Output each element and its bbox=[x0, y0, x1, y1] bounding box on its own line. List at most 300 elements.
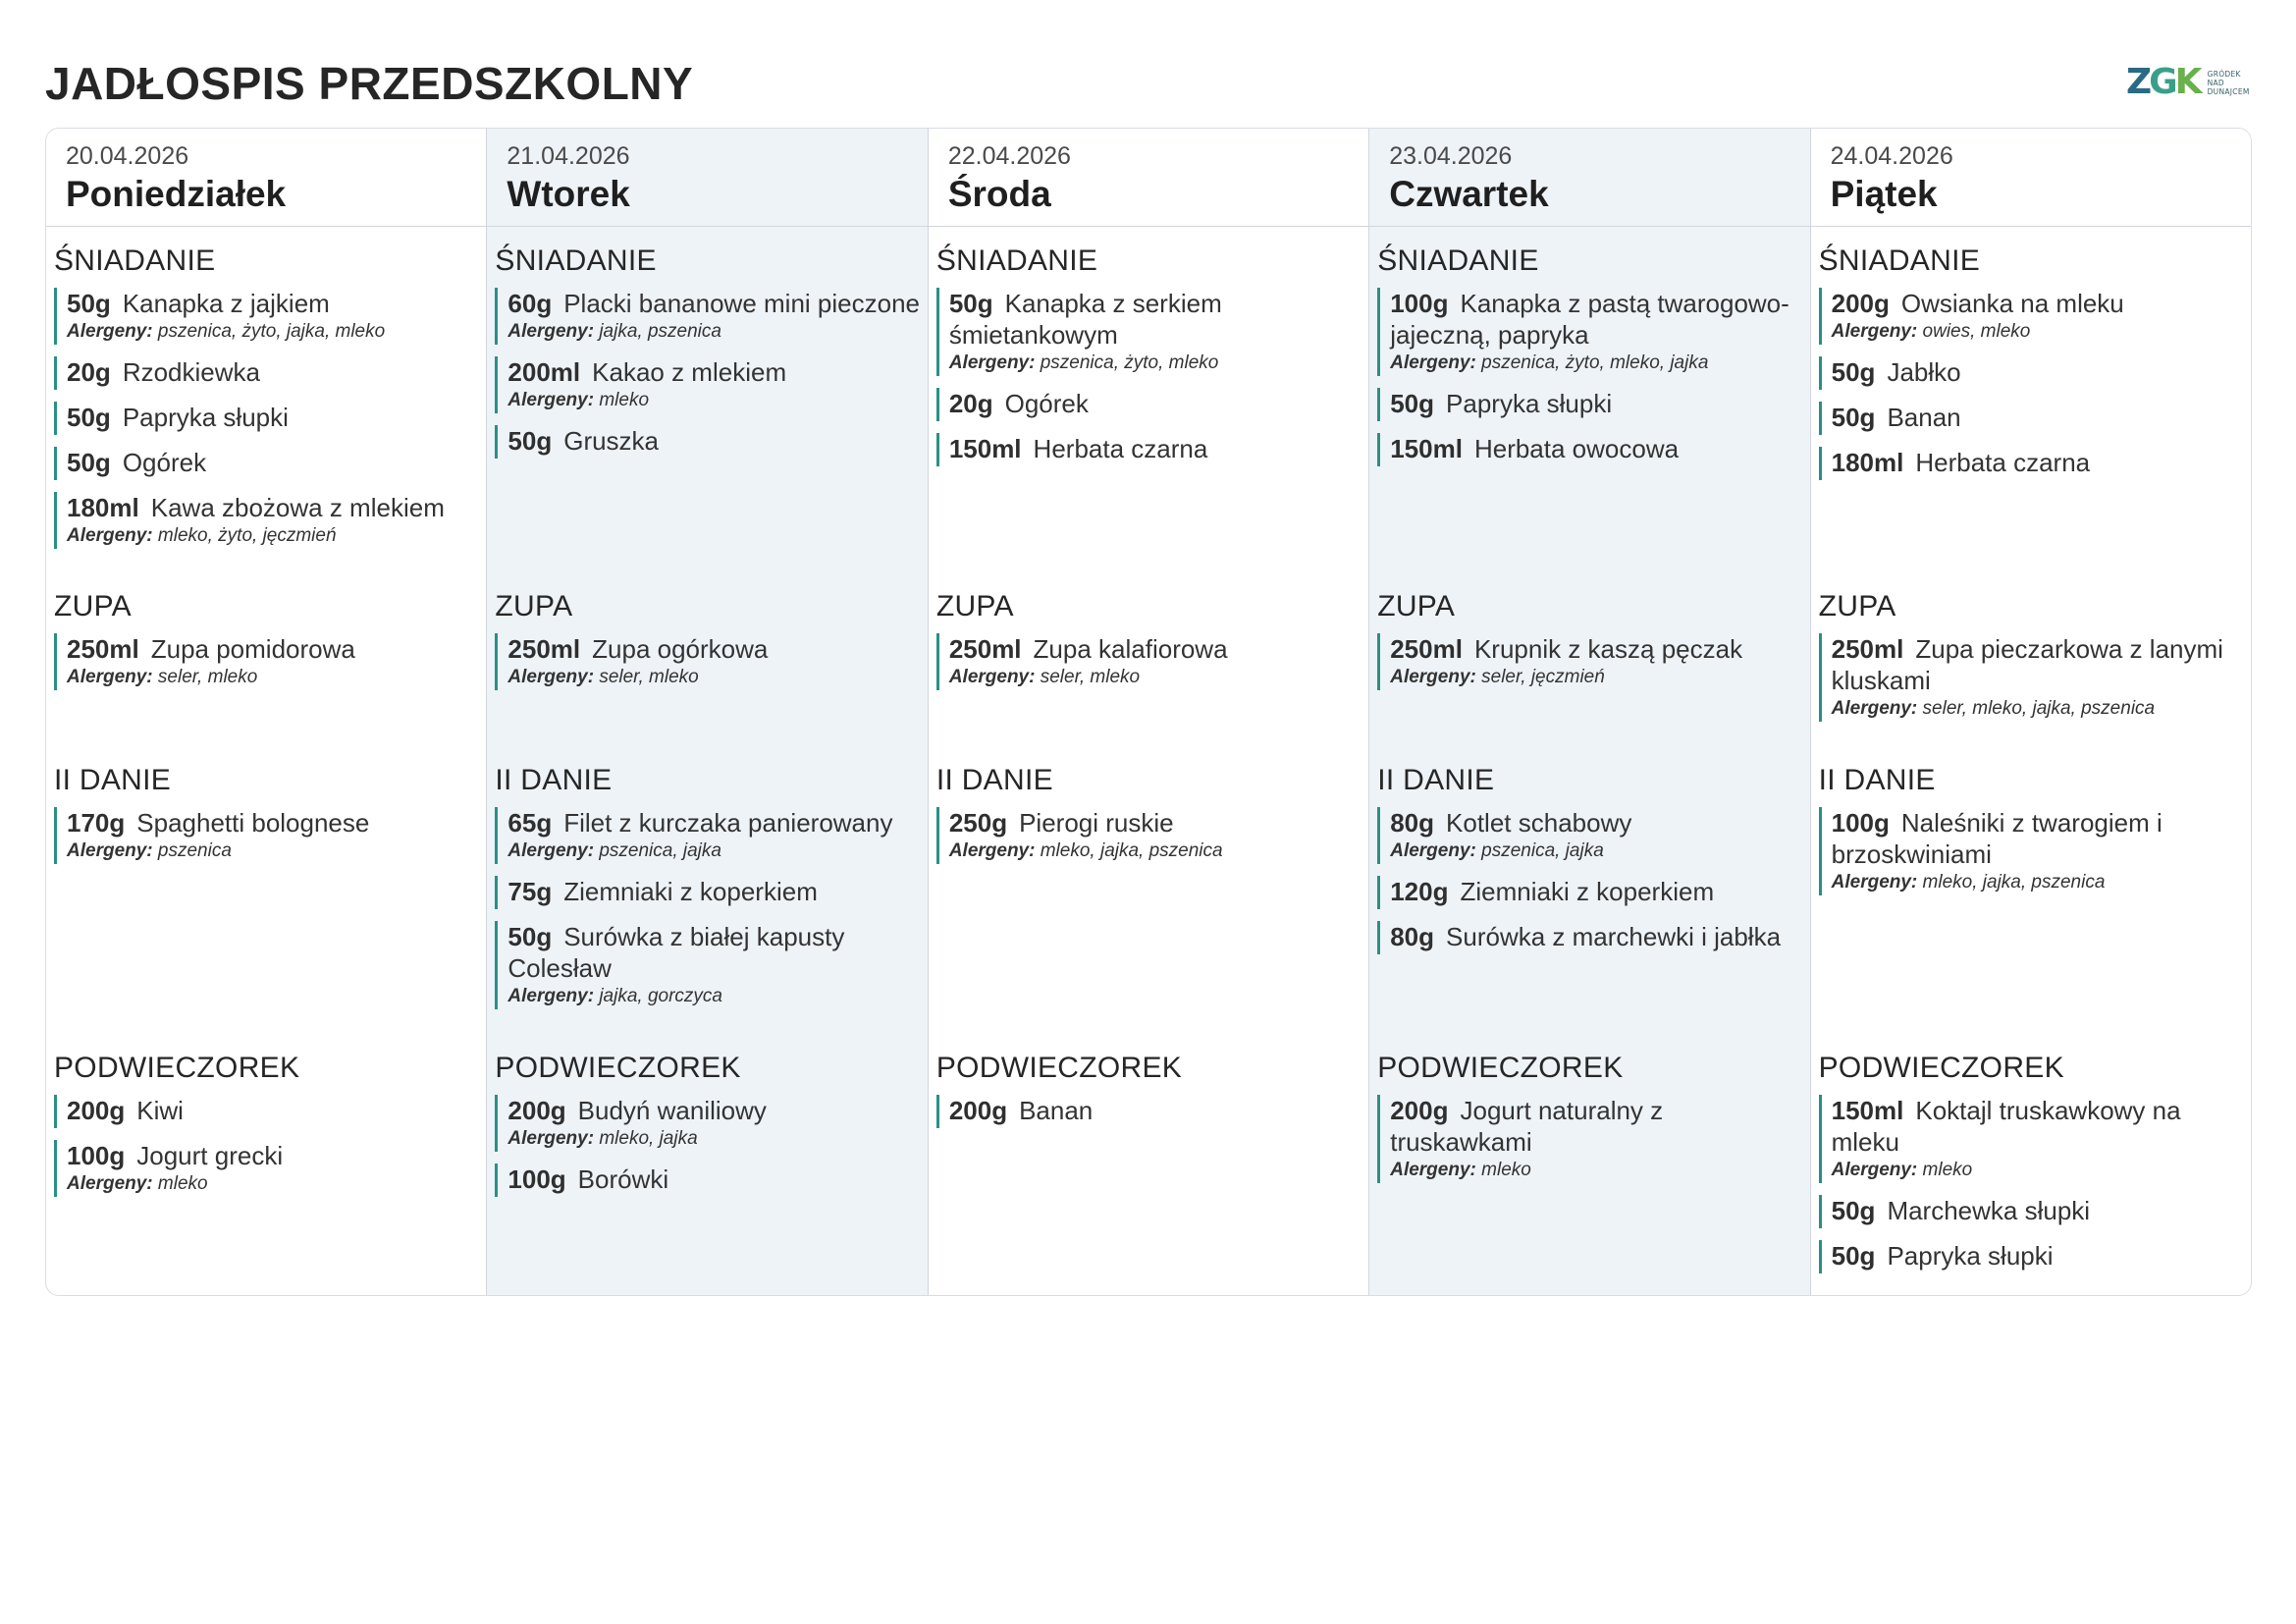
meal-item bbox=[936, 388, 1362, 421]
meal-item bbox=[54, 633, 480, 690]
meal-name: Krupnik z kaszą pęczak bbox=[1473, 634, 1743, 664]
allergen-info bbox=[1390, 665, 1803, 690]
meal-item-line bbox=[949, 433, 1362, 464]
allergen-label: Alergeny: bbox=[1831, 698, 1918, 719]
meal-name: Budyń waniliowy bbox=[577, 1096, 767, 1125]
meal-section bbox=[929, 243, 1368, 478]
day-name: Wtorek bbox=[507, 174, 630, 214]
meal-quantity: 80g bbox=[1390, 922, 1435, 951]
day-date: 21.04.2026 bbox=[507, 142, 630, 170]
meal-item bbox=[495, 356, 921, 413]
meal-section-title: ZUPA bbox=[1377, 590, 1456, 623]
allergen-info bbox=[949, 665, 1362, 690]
logo-mark bbox=[2126, 62, 2200, 102]
meal-item bbox=[1819, 807, 2245, 895]
allergen-list: mleko, jajka, pszenica bbox=[1922, 872, 2106, 893]
allergen-list: pszenica, jajka bbox=[599, 840, 721, 861]
meal-section-title: PODWIECZOREK bbox=[54, 1052, 300, 1084]
allergen-info bbox=[1832, 696, 2245, 722]
meal-name: Spaghetti bolognese bbox=[136, 808, 370, 838]
meal-item-line bbox=[949, 1095, 1362, 1126]
meal-item bbox=[936, 433, 1362, 466]
allergen-label: Alergeny: bbox=[67, 525, 153, 546]
meal-section-title: PODWIECZOREK bbox=[495, 1052, 741, 1084]
meal-item-line bbox=[67, 1140, 480, 1171]
allergen-label: Alergeny: bbox=[1831, 1160, 1918, 1180]
allergen-list: mleko, żyto, jęczmień bbox=[157, 525, 337, 546]
day-header bbox=[929, 129, 1368, 227]
meal-item bbox=[1377, 633, 1803, 690]
allergen-label: Alergeny: bbox=[507, 1128, 595, 1149]
allergen-label: Alergeny: bbox=[948, 667, 1036, 687]
meal-section-title: PODWIECZOREK bbox=[1377, 1052, 1624, 1084]
allergen-label: Alergeny: bbox=[1831, 321, 1918, 342]
allergen-list: pszenica, żyto, jajka, mleko bbox=[157, 321, 386, 342]
meal-quantity: 250g bbox=[948, 808, 1008, 838]
meal-item-line bbox=[67, 492, 480, 523]
meal-name: Ziemniaki z koperkiem bbox=[563, 877, 818, 906]
meal-item-line bbox=[1390, 433, 1803, 464]
allergen-list: jajka, pszenica bbox=[599, 321, 721, 342]
meal-quantity: 200g bbox=[507, 1096, 566, 1125]
meal-quantity: 180ml bbox=[67, 493, 139, 522]
meal-section bbox=[1811, 588, 2251, 733]
meal-section bbox=[487, 1050, 927, 1209]
logo-text-line: NAD bbox=[2207, 78, 2224, 87]
day-date: 23.04.2026 bbox=[1389, 142, 1513, 170]
day-meals bbox=[487, 227, 927, 1295]
allergen-label: Alergeny: bbox=[67, 321, 153, 342]
meal-item-line bbox=[1832, 402, 2245, 433]
meal-name: Rzodkiewka bbox=[122, 357, 260, 387]
meal-quantity: 150ml bbox=[1390, 434, 1463, 463]
meal-quantity: 200g bbox=[948, 1096, 1008, 1125]
allergen-label: Alergeny: bbox=[1390, 840, 1476, 861]
allergen-list: jajka, gorczyca bbox=[599, 986, 722, 1006]
meal-name: Kanapka z pastą twarogowo- jajeczną, papryka bbox=[1390, 289, 1789, 350]
meal-item-line bbox=[67, 807, 480, 839]
meal-name: Ogórek bbox=[1004, 389, 1089, 418]
meal-quantity: 50g bbox=[1831, 403, 1876, 432]
meal-item bbox=[54, 1140, 480, 1197]
meal-quantity: 50g bbox=[507, 426, 553, 456]
meal-name: Papryka słupki bbox=[122, 403, 289, 432]
meal-quantity: 50g bbox=[507, 922, 553, 951]
meal-item-line bbox=[507, 1164, 921, 1195]
meal-name: Zupa kalafiorowa bbox=[1033, 634, 1228, 664]
meal-section-title: ŚNIADANIE bbox=[54, 244, 216, 277]
meal-quantity: 200g bbox=[67, 1096, 126, 1125]
meal-quantity: 50g bbox=[1831, 1196, 1876, 1225]
meal-item bbox=[1377, 388, 1803, 421]
meal-name: Borówki bbox=[577, 1164, 669, 1194]
day-header bbox=[1369, 129, 1809, 227]
day-date: 20.04.2026 bbox=[66, 142, 189, 170]
allergen-list: seler, mleko bbox=[1040, 667, 1141, 687]
allergen-list: mleko bbox=[157, 1173, 208, 1194]
allergen-label: Alergeny: bbox=[507, 986, 595, 1006]
meal-section-title: II DANIE bbox=[1377, 764, 1495, 796]
meal-quantity: 170g bbox=[67, 808, 126, 838]
meal-item-line bbox=[67, 633, 480, 665]
day-header bbox=[1811, 129, 2251, 227]
zgk-logo bbox=[2126, 61, 2254, 104]
allergen-list: mleko, jajka bbox=[599, 1128, 698, 1149]
meal-item bbox=[495, 633, 921, 690]
day-header bbox=[46, 129, 486, 227]
meal-name: Jabłko bbox=[1887, 357, 1961, 387]
meal-item bbox=[1819, 356, 2245, 390]
meal-item-line bbox=[1832, 447, 2245, 478]
meal-name: Jogurt naturalny z truskawkami bbox=[1390, 1096, 1664, 1157]
meal-section bbox=[1811, 762, 2251, 907]
meal-quantity: 200g bbox=[1390, 1096, 1449, 1125]
day-name: Poniedziałek bbox=[66, 174, 287, 214]
meal-quantity: 100g bbox=[67, 1141, 126, 1170]
meal-item-line bbox=[67, 288, 480, 319]
meal-item bbox=[1377, 876, 1803, 909]
meal-section bbox=[1811, 1050, 2251, 1285]
logo-letter-z: Z bbox=[2126, 62, 2150, 102]
allergen-info bbox=[1390, 839, 1803, 864]
allergen-label: Alergeny: bbox=[948, 352, 1036, 373]
meal-item-line bbox=[1832, 633, 2245, 696]
meal-item-line bbox=[1390, 1095, 1803, 1158]
meal-item bbox=[495, 876, 921, 909]
meal-item-line bbox=[1832, 1195, 2245, 1226]
meal-section-title: PODWIECZOREK bbox=[935, 1052, 1183, 1084]
logo-letter-g: G bbox=[2149, 62, 2175, 102]
allergen-list: mleko bbox=[599, 390, 650, 410]
meal-section bbox=[1369, 588, 1809, 702]
allergen-label: Alergeny: bbox=[67, 1173, 153, 1194]
meal-quantity: 200g bbox=[1831, 289, 1890, 318]
meal-name: Koktajl truskawkowy na mleku bbox=[1831, 1096, 2181, 1157]
meal-name: Papryka słupki bbox=[1887, 1241, 2054, 1271]
meal-name: Owsianka na mleku bbox=[1900, 289, 2124, 318]
meal-quantity: 100g bbox=[507, 1164, 566, 1194]
meal-name: Ziemniaki z koperkiem bbox=[1460, 877, 1715, 906]
allergen-info bbox=[949, 839, 1362, 864]
meal-name: Kanapka z jajkiem bbox=[122, 289, 330, 318]
meal-quantity: 120g bbox=[1390, 877, 1449, 906]
meal-item bbox=[1819, 633, 2245, 722]
meal-item-line bbox=[949, 633, 1362, 665]
allergen-label: Alergeny: bbox=[1831, 872, 1918, 893]
meal-item-line bbox=[67, 1095, 480, 1126]
page-title: JADŁOSPIS PRZEDSZKOLNY bbox=[45, 58, 694, 109]
meal-quantity: 200ml bbox=[507, 357, 581, 387]
day-meals bbox=[46, 227, 486, 1295]
allergen-list: pszenica, żyto, mleko bbox=[1040, 352, 1219, 373]
meal-name: Pierogi ruskie bbox=[1019, 808, 1174, 838]
allergen-info bbox=[507, 319, 921, 345]
allergen-info bbox=[1832, 870, 2245, 895]
allergen-info bbox=[507, 388, 921, 413]
meal-item bbox=[1377, 1095, 1803, 1183]
meal-name: Kawa zbożowa z mlekiem bbox=[150, 493, 445, 522]
meal-item bbox=[495, 1164, 921, 1197]
meal-item bbox=[1819, 288, 2245, 345]
meal-item bbox=[54, 447, 480, 480]
meal-quantity: 20g bbox=[948, 389, 993, 418]
day-column bbox=[1369, 129, 1810, 1295]
meal-quantity: 80g bbox=[1390, 808, 1435, 838]
allergen-label: Alergeny: bbox=[67, 667, 153, 687]
day-date: 22.04.2026 bbox=[947, 142, 1071, 170]
meal-quantity: 50g bbox=[1831, 357, 1876, 387]
day-meals bbox=[1369, 227, 1809, 1295]
logo-text-line: DUNAJCEM bbox=[2207, 86, 2250, 96]
allergen-label: Alergeny: bbox=[67, 840, 153, 861]
meal-name: Herbata czarna bbox=[1033, 434, 1208, 463]
meal-item bbox=[1819, 447, 2245, 480]
meal-item-line bbox=[949, 388, 1362, 419]
meal-name: Herbata czarna bbox=[1915, 448, 2091, 477]
meal-item-line bbox=[1390, 633, 1803, 665]
allergen-label: Alergeny: bbox=[1390, 1160, 1476, 1180]
allergen-list: pszenica bbox=[157, 840, 232, 861]
meal-section-title: ŚNIADANIE bbox=[495, 244, 657, 277]
meal-name: Surówka z marchewki i jabłka bbox=[1446, 922, 1782, 951]
meal-name: Papryka słupki bbox=[1446, 389, 1613, 418]
meal-item-line bbox=[1390, 807, 1803, 839]
logo-letter-k: K bbox=[2174, 62, 2200, 102]
meal-item bbox=[495, 807, 921, 864]
meal-item bbox=[54, 356, 480, 390]
meal-item-line bbox=[507, 1095, 921, 1126]
allergen-label: Alergeny: bbox=[507, 840, 595, 861]
meal-item-line bbox=[507, 876, 921, 907]
meal-quantity: 50g bbox=[67, 289, 111, 318]
allergen-info bbox=[1390, 351, 1803, 376]
meal-name: Surówka z białej kapusty Colesław bbox=[507, 922, 845, 983]
meal-item bbox=[1377, 921, 1803, 954]
day-meals bbox=[929, 227, 1368, 1295]
meal-item bbox=[936, 807, 1362, 864]
meal-quantity: 250ml bbox=[507, 634, 581, 664]
day-column bbox=[1811, 129, 2251, 1295]
day-header bbox=[487, 129, 927, 227]
allergen-list: seler, mleko bbox=[157, 667, 258, 687]
meal-item-line bbox=[507, 807, 921, 839]
meal-quantity: 50g bbox=[67, 448, 111, 477]
allergen-info bbox=[1390, 1158, 1803, 1183]
day-name: Czwartek bbox=[1389, 174, 1549, 214]
meal-name: Zupa ogórkowa bbox=[592, 634, 769, 664]
allergen-label: Alergeny: bbox=[948, 840, 1036, 861]
meal-section bbox=[487, 588, 927, 702]
meal-section-title: II DANIE bbox=[54, 764, 172, 796]
meal-item bbox=[54, 402, 480, 435]
day-name: Piątek bbox=[1830, 174, 1938, 214]
meal-item-line bbox=[1390, 288, 1803, 351]
meal-name: Zupa pomidorowa bbox=[150, 634, 355, 664]
meal-section bbox=[487, 243, 927, 470]
meal-item bbox=[495, 425, 921, 459]
meal-name: Kiwi bbox=[136, 1096, 184, 1125]
meal-item-line bbox=[507, 356, 921, 388]
day-date: 24.04.2026 bbox=[1830, 142, 1953, 170]
meal-item bbox=[936, 288, 1362, 376]
allergen-info bbox=[507, 984, 921, 1009]
meal-name: Gruszka bbox=[563, 426, 660, 456]
meal-item-line bbox=[1390, 921, 1803, 952]
allergen-info bbox=[1832, 1158, 2245, 1183]
allergen-label: Alergeny: bbox=[1390, 352, 1476, 373]
meal-item bbox=[1819, 1240, 2245, 1273]
meal-item-line bbox=[949, 288, 1362, 351]
allergen-list: mleko bbox=[1922, 1160, 1973, 1180]
allergen-list: seler, mleko bbox=[599, 667, 699, 687]
allergen-list: seler, mleko, jajka, pszenica bbox=[1922, 698, 2156, 719]
day-column bbox=[46, 129, 487, 1295]
meal-name: Naleśniki z twarogiem i brzoskwiniami bbox=[1831, 808, 2163, 869]
meal-quantity: 65g bbox=[507, 808, 553, 838]
meal-quantity: 50g bbox=[1390, 389, 1435, 418]
meal-quantity: 150ml bbox=[948, 434, 1022, 463]
meal-item bbox=[936, 1095, 1362, 1128]
allergen-label: Alergeny: bbox=[1390, 667, 1476, 687]
logo-text bbox=[2208, 70, 2250, 96]
meal-quantity: 75g bbox=[507, 877, 553, 906]
meal-section bbox=[46, 762, 486, 876]
meal-section-title: ZUPA bbox=[54, 590, 132, 623]
meal-section-title: ZUPA bbox=[1818, 590, 1896, 623]
allergen-list: mleko, jajka, pszenica bbox=[1040, 840, 1223, 861]
day-name: Środa bbox=[947, 174, 1051, 214]
meal-item-line bbox=[67, 402, 480, 433]
meal-name: Filet z kurczaka panierowany bbox=[563, 808, 893, 838]
allergen-list: seler, jęczmień bbox=[1481, 667, 1605, 687]
logo-text-line: GRÓDEK bbox=[2207, 69, 2241, 79]
meal-quantity: 50g bbox=[1831, 1241, 1876, 1271]
meal-quantity: 250ml bbox=[1831, 634, 1904, 664]
allergen-label: Alergeny: bbox=[507, 321, 595, 342]
meal-name: Ogórek bbox=[122, 448, 207, 477]
meal-section bbox=[46, 588, 486, 702]
meal-section bbox=[46, 1050, 486, 1209]
meal-item bbox=[54, 288, 480, 345]
meal-item bbox=[495, 288, 921, 345]
meal-quantity: 50g bbox=[948, 289, 993, 318]
meal-item-line bbox=[507, 288, 921, 319]
meal-item bbox=[1819, 402, 2245, 435]
meal-item bbox=[1377, 288, 1803, 376]
meal-name: Kakao z mlekiem bbox=[592, 357, 787, 387]
meal-item-line bbox=[507, 633, 921, 665]
meal-item-line bbox=[67, 447, 480, 478]
meal-quantity: 150ml bbox=[1831, 1096, 1904, 1125]
meal-quantity: 100g bbox=[1831, 808, 1890, 838]
meal-item bbox=[1819, 1095, 2245, 1183]
meal-section bbox=[1369, 1050, 1809, 1195]
meal-name: Banan bbox=[1887, 403, 1961, 432]
day-meals bbox=[1811, 227, 2251, 1295]
meal-section bbox=[929, 762, 1368, 876]
meal-name: Banan bbox=[1019, 1096, 1094, 1125]
allergen-list: mleko bbox=[1481, 1160, 1531, 1180]
allergen-info bbox=[67, 319, 480, 345]
meal-item bbox=[1377, 807, 1803, 864]
allergen-info bbox=[507, 839, 921, 864]
meal-section-title: II DANIE bbox=[935, 764, 1053, 796]
meal-quantity: 250ml bbox=[948, 634, 1022, 664]
meal-quantity: 180ml bbox=[1831, 448, 1904, 477]
meal-quantity: 100g bbox=[1390, 289, 1449, 318]
meal-name: Jogurt grecki bbox=[136, 1141, 284, 1170]
allergen-info bbox=[949, 351, 1362, 376]
meal-section-title: ŚNIADANIE bbox=[1818, 244, 1981, 277]
meal-section bbox=[1369, 243, 1809, 478]
allergen-info bbox=[507, 665, 921, 690]
meal-item-line bbox=[1832, 288, 2245, 319]
meal-name: Kanapka z serkiem śmietankowym bbox=[948, 289, 1222, 350]
meal-item bbox=[1819, 1195, 2245, 1228]
meal-name: Placki bananowe mini pieczone bbox=[563, 289, 920, 318]
meal-section bbox=[1811, 243, 2251, 492]
meal-quantity: 60g bbox=[507, 289, 553, 318]
meal-quantity: 250ml bbox=[67, 634, 139, 664]
allergen-list: pszenica, jajka bbox=[1481, 840, 1604, 861]
allergen-list: pszenica, żyto, mleko, jajka bbox=[1481, 352, 1709, 373]
day-column bbox=[929, 129, 1369, 1295]
meal-section-title: ŚNIADANIE bbox=[1377, 244, 1539, 277]
meal-item-line bbox=[1390, 876, 1803, 907]
allergen-label: Alergeny: bbox=[507, 390, 595, 410]
meal-item bbox=[936, 633, 1362, 690]
meal-item bbox=[495, 1095, 921, 1152]
meal-quantity: 250ml bbox=[1390, 634, 1463, 664]
meal-section-title: II DANIE bbox=[1818, 764, 1936, 796]
meal-section-title: PODWIECZOREK bbox=[1818, 1052, 2064, 1084]
meal-quantity: 50g bbox=[67, 403, 111, 432]
meal-section bbox=[1369, 762, 1809, 966]
meal-item-line bbox=[1832, 1240, 2245, 1272]
meal-item bbox=[54, 1095, 480, 1128]
meal-section-title: ZUPA bbox=[935, 590, 1014, 623]
allergen-label: Alergeny: bbox=[507, 667, 595, 687]
meal-item bbox=[54, 492, 480, 549]
meal-item-line bbox=[1832, 356, 2245, 388]
meal-section bbox=[46, 243, 486, 561]
allergen-info bbox=[507, 1126, 921, 1152]
meal-name: Marchewka słupki bbox=[1887, 1196, 2091, 1225]
allergen-info bbox=[67, 523, 480, 549]
menu-table bbox=[45, 128, 2252, 1296]
meal-section-title: ZUPA bbox=[495, 590, 573, 623]
meal-item bbox=[495, 921, 921, 1009]
meal-item-line bbox=[949, 807, 1362, 839]
meal-item bbox=[1377, 433, 1803, 466]
meal-name: Kotlet schabowy bbox=[1446, 808, 1632, 838]
meal-item-line bbox=[67, 356, 480, 388]
meal-item-line bbox=[507, 921, 921, 984]
meal-section-title: II DANIE bbox=[495, 764, 613, 796]
meal-item-line bbox=[1832, 807, 2245, 870]
day-column bbox=[487, 129, 928, 1295]
meal-section bbox=[929, 1050, 1368, 1140]
meal-name: Herbata owocowa bbox=[1473, 434, 1680, 463]
meal-quantity: 20g bbox=[67, 357, 111, 387]
allergen-info bbox=[67, 1171, 480, 1197]
meal-item-line bbox=[507, 425, 921, 457]
allergen-info bbox=[67, 839, 480, 864]
meal-section bbox=[487, 762, 927, 1021]
meal-section-title: ŚNIADANIE bbox=[935, 244, 1098, 277]
meal-item-line bbox=[1832, 1095, 2245, 1158]
meal-section bbox=[929, 588, 1368, 702]
